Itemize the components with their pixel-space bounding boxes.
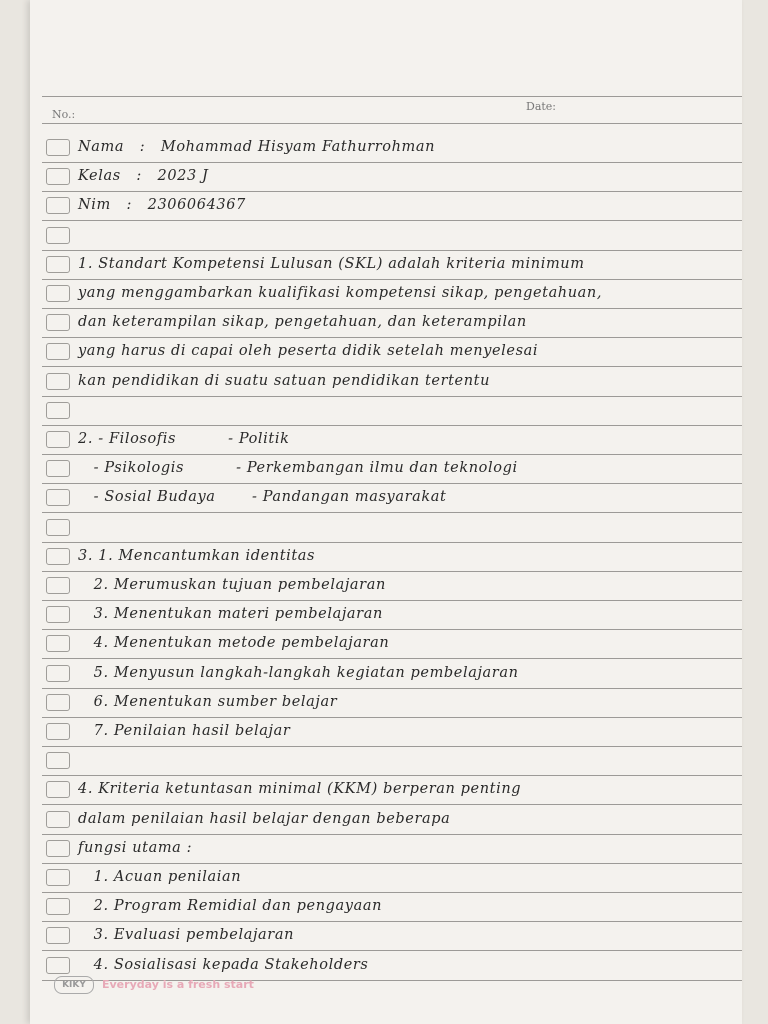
handwritten-line: 4. Menentukan metode pembelajaran (78, 635, 390, 652)
row-checkbox (46, 314, 70, 331)
handwritten-line: yang harus di capai oleh peserta didik setelah menyelesai (78, 343, 539, 360)
row-checkbox (46, 811, 70, 828)
row-checkbox (46, 227, 70, 244)
header-line-top (42, 96, 742, 97)
row-checkbox (46, 752, 70, 769)
handwritten-line: kan pendidikan di suatu satuan pendidikan tertentu (78, 372, 491, 389)
handwritten-line: - Sosial Budaya - Pandangan masyarakat (78, 489, 447, 506)
no-label: No.: (52, 108, 76, 121)
handwritten-line (78, 513, 736, 541)
handwritten-line: 2. Merumuskan tujuan pembelajaran (78, 577, 386, 593)
brand-slogan: Everyday is a fresh start (102, 978, 254, 991)
row-checkbox (46, 373, 70, 390)
row-checkbox (46, 460, 70, 477)
row-checkbox (46, 577, 70, 594)
handwritten-line (78, 396, 736, 424)
row-checkbox (46, 635, 70, 652)
row-checkbox (46, 343, 70, 360)
row-checkbox (46, 168, 70, 185)
handwritten-line: 2. Program Remidial dan pengayaan (78, 898, 383, 915)
row-checkbox (46, 256, 70, 273)
handwritten-line: Nama : Mohammad Hisyam Fathurrohman (78, 139, 436, 155)
row-checkbox (46, 665, 70, 682)
handwritten-line: 3. Evaluasi pembelajaran (78, 927, 295, 944)
handwritten-line: yang menggambarkan kualifikasi kompetensi sikap, pengetahuan, (78, 285, 603, 301)
header-line-bottom (42, 123, 742, 124)
row-checkbox (46, 285, 70, 302)
handwritten-line: dan keterampilan sikap, pengetahuan, dan keterampilan (78, 314, 527, 331)
handwritten-line (78, 746, 736, 774)
row-checkbox (46, 548, 70, 565)
handwritten-line: 2. - Filosofis - Politik (78, 431, 290, 447)
handwritten-line: 4. Kriteria ketuntasan minimal (KKM) berperan penting (78, 781, 522, 798)
row-checkbox (46, 869, 70, 886)
handwritten-line: 7. Penilaian hasil belajar (78, 723, 291, 739)
notebook-page (30, 0, 742, 1024)
row-checkbox (46, 139, 70, 156)
handwritten-line: 3. 1. Mencantumkan identitas (78, 547, 316, 564)
handwritten-line: - Psikologis - Perkembangan ilmu dan teknologi (78, 460, 518, 477)
row-checkbox (46, 694, 70, 711)
handwritten-line: Nim : 2306064367 (78, 197, 246, 214)
brand-logo: KIKY (54, 976, 94, 994)
row-checkbox (46, 606, 70, 623)
date-label: Date: (526, 100, 557, 113)
row-checkbox (46, 781, 70, 798)
row-checkbox (46, 840, 70, 857)
handwritten-line: 6. Menentukan sumber belajar (78, 693, 338, 710)
handwritten-line: 3. Menentukan materi pembelajaran (78, 606, 383, 623)
row-checkbox (46, 197, 70, 214)
handwritten-line (78, 221, 736, 249)
handwritten-line: 1. Standart Kompetensi Lulusan (SKL) adalah kriteria minimum (78, 255, 585, 272)
row-checkbox (46, 489, 70, 506)
handwritten-line: fungsi utama : (78, 839, 193, 856)
handwritten-line: 5. Menyusun langkah-langkah kegiatan pembelajaran (78, 664, 519, 681)
row-checkbox (46, 957, 70, 974)
row-checkbox (46, 927, 70, 944)
handwritten-line: 4. Sosialisasi kepada Stakeholders (78, 956, 369, 973)
handwritten-line: 1. Acuan penilaian (78, 869, 242, 885)
row-checkbox (46, 723, 70, 740)
row-checkbox (46, 519, 70, 536)
handwritten-line: dalam penilaian hasil belajar dengan beberapa (78, 810, 451, 827)
handwritten-line: Kelas : 2023 J (78, 168, 209, 185)
row-checkbox (46, 402, 70, 419)
row-checkbox (46, 898, 70, 915)
row-checkbox (46, 431, 70, 448)
